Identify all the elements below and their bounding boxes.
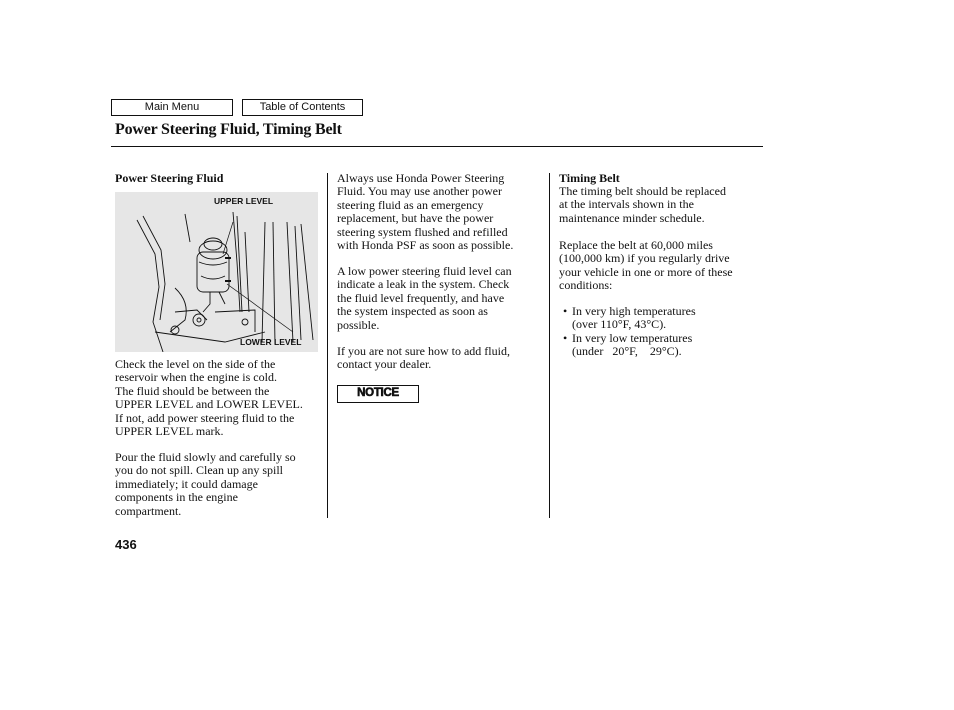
page-title: Power Steering Fluid, Timing Belt xyxy=(115,121,342,138)
column2-paragraph-3: If you are not sure how to add fluid, contact your dealer. xyxy=(337,344,510,372)
bullet-symbol: • xyxy=(563,331,568,345)
page-number: 436 xyxy=(115,537,137,552)
upper-level-label: UPPER LEVEL xyxy=(214,196,274,206)
column2-paragraph-1: Always use Honda Power Steering Fluid. You may use another power steering fluid as an emergency replacement, but have the power steering system flushed and refilled with Honda PSF as soon as possible. xyxy=(337,171,514,253)
notice-label: NOTICE xyxy=(357,387,399,399)
power-steering-heading: Power Steering Fluid xyxy=(115,171,224,185)
reservoir-illustration xyxy=(115,192,318,352)
column1-paragraph-2: Pour the fluid slowly and carefully so you do not spill. Clean up any spill immediately; it could damage components in the engine compartment. xyxy=(115,450,296,518)
main-menu-button[interactable]: Main Menu xyxy=(111,99,233,116)
lower-level-label: LOWER LEVEL xyxy=(240,337,302,347)
table-of-contents-button[interactable]: Table of Contents xyxy=(242,99,363,116)
column3-paragraph-1: The timing belt should be replaced at the intervals shown in the maintenance minder schedule. xyxy=(559,184,726,225)
column-divider-right xyxy=(549,173,550,518)
timing-belt-heading: Timing Belt xyxy=(559,171,620,185)
column3-paragraph-2: Replace the belt at 60,000 miles (100,000 km) if you regularly drive your vehicle in one or more of these conditions: xyxy=(559,238,733,293)
title-divider xyxy=(111,146,763,147)
reservoir-drawing xyxy=(115,192,318,352)
column-divider-left xyxy=(327,173,328,518)
column1-paragraph-1: Check the level on the side of the reservoir when the engine is cold. The fluid should be between the UPPER LEVEL and LOWER LEVEL. If not, add power steering fluid to the UPPER LEVEL mark. xyxy=(115,357,303,439)
notice-badge[interactable] xyxy=(337,385,419,403)
column2-paragraph-2: A low power steering fluid level can indicate a leak in the system. Check the fluid level frequently, and have the system inspected as soon as possible. xyxy=(337,264,512,332)
bullet-symbol: • xyxy=(563,304,568,318)
